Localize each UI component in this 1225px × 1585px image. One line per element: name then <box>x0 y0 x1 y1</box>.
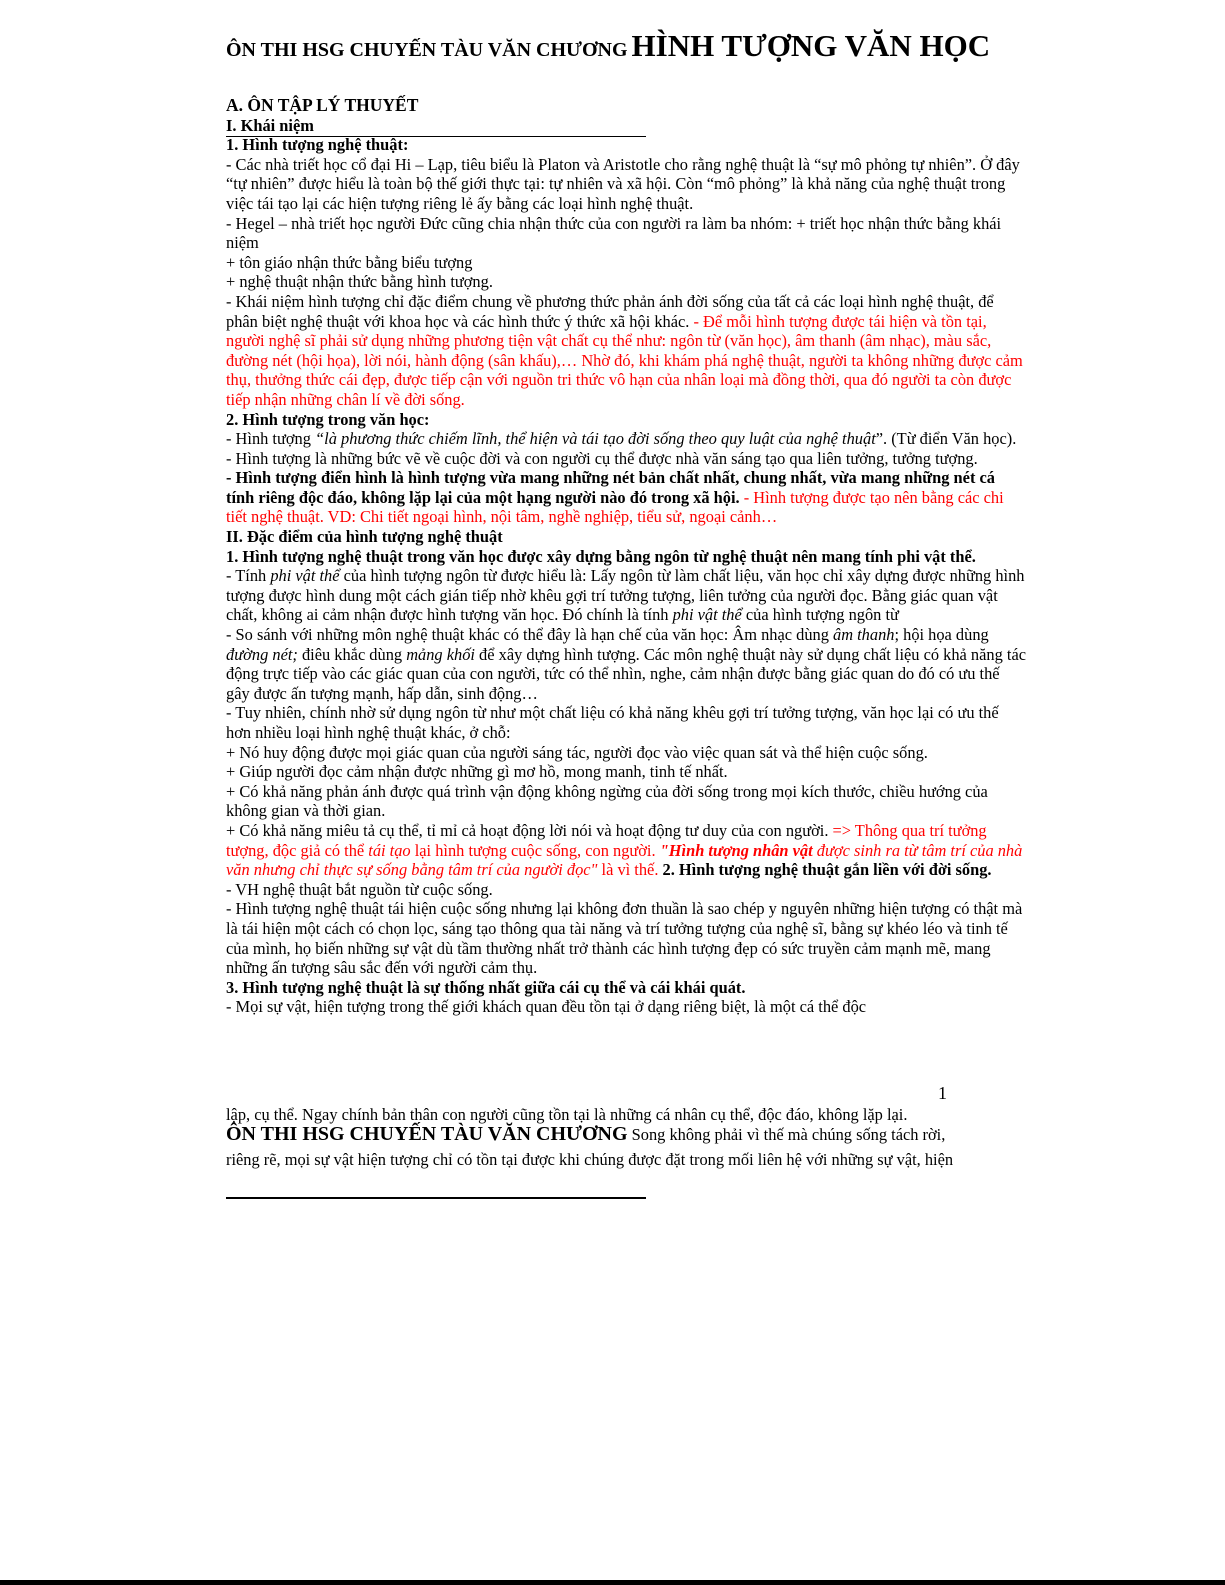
italic-term: mảng khối <box>406 644 475 664</box>
subheading: 2. Hình tượng trong văn học: <box>226 409 430 429</box>
list-item: + Có khả năng phản ánh được quá trình vận động không ngừng của đời sống trong mọi kích thước, chiều hướng của không gian và thời gian. <box>226 781 988 821</box>
text-run: - So sánh với những môn nghệ thuật khác có thể đây là hạn chế của văn học: Âm nhạc dùng <box>226 625 833 645</box>
text-run: điêu khắc dùng <box>297 644 407 664</box>
text-run: ”. (Từ điển Văn học). <box>875 429 1017 449</box>
highlighted-quote: được sinh ra từ tâm trí của nhà văn nhưng chỉ thực sự sống bằng tâm trí của người đọc" <box>226 840 1023 880</box>
italic-term: đường nét; <box>226 644 298 664</box>
italic-term: phi vật thể <box>672 605 742 625</box>
text-run: ; hội họa dùng <box>894 625 989 645</box>
header-prefix: ÔN THI HSG CHUYẾN TÀU VĂN CHƯƠNG <box>226 39 628 61</box>
text-run: của hình tượng ngôn từ <box>741 605 899 625</box>
paragraph <box>226 625 1026 703</box>
page-bottom-border <box>0 1580 1225 1585</box>
list-item: + Nó huy động được mọi giác quan của người sáng tác, người đọc vào việc quan sát và thể hiện cuộc sống. <box>226 742 928 762</box>
footer-header-title: ÔN THI HSG CHUYẾN TÀU VĂN CHƯƠNG <box>226 1122 628 1145</box>
inline-subheading: 2. Hình tượng nghệ thuật gắn liền với đời sống. <box>658 860 992 880</box>
paragraph: - VH nghệ thuật bắt nguồn từ cuộc sống. <box>226 879 493 899</box>
highlighted-text: - Để mỗi hình tượng được tái hiện và tồn tại, người nghệ sĩ phải sử dụng những phương tiện vật chất cụ thể như: ngôn từ (văn học), âm thanh (âm nhạc), màu sắc, đường nét (hội họa), lời nói, hành động (sân khấu),… Nhờ đó, khi khám phá nghệ thuật, người ta không những được cảm thụ, thưởng thức cái đẹp, được tiếp cận với nguồn tri thức vô hạn của nhân loại mà đồng thời, qua đó người ta còn được tiếp nhận những chân lí về đời sống. <box>226 311 1023 409</box>
highlighted-text: - Hình tượng được tạo nên bằng các chi tiết nghệ thuật. VD: Chi tiết ngoại hình, nội tâm, nghề nghiệp, tiểu sử, ngoại cảnh… <box>226 487 1004 527</box>
text-run: - Khái niệm hình tượng chỉ đặc điểm chung về phương thức phản ánh đời sống của tất cả các loại hình nghệ thuật, để phân biệt nghệ thuật với khoa học và các hình thức ý thức xã hội khác. <box>226 291 994 331</box>
footer-line <box>226 1122 1026 1145</box>
text-run: + Có khả năng miêu tả cụ thể, tỉ mỉ cả hoạt động lời nói và hoạt động tư duy của con người. <box>226 820 829 840</box>
section-heading: A. ÔN TẬP LÝ THUYẾT <box>226 95 419 115</box>
page-header-title <box>226 28 990 64</box>
page-number: 1 <box>938 1083 947 1103</box>
italic-term: phi vật thể <box>270 566 340 586</box>
text-run: để xây dựng hình tượng. Các môn nghệ thuật này sử dụng chất liệu có khả năng tác động trực tiếp vào các giác quan của con người, tức có thể nhìn, nghe, cảm nhận được bằng giác quan do đó có ưu thế gây được ấn tượng mạnh, hấp dẫn, sinh động… <box>226 644 1026 703</box>
paragraph <box>226 292 1026 410</box>
page-footer <box>226 1105 1026 1170</box>
paragraph: - Hình tượng nghệ thuật tái hiện cuộc sống nhưng lại không đơn thuần là sao chép y nguyên những hiện tượng có thật mà là tái hiện một cách có chọn lọc, sáng tạo thông qua tài năng và trí tưởng tượng của nghệ sĩ, bằng sự khéo léo và tinh tế của mình, họ biến những sự vật dù tầm thường nhất trở thành các hình tượng đẹp có sức truyền cảm mạnh mẽ, mang những ấn tượng sâu sắc đến với người cảm thụ. <box>226 899 1023 978</box>
subheading: 3. Hình tượng nghệ thuật là sự thống nhất giữa cái cụ thể và cái khái quát. <box>226 977 746 997</box>
subheading: 1. Hình tượng nghệ thuật: <box>226 135 409 155</box>
highlighted-text: lại hình tượng cuộc sống, con người. <box>410 840 660 860</box>
highlighted-quote-bold: "Hình tượng nhân vật <box>659 840 813 860</box>
paragraph <box>226 429 1026 449</box>
part-heading: I. Khái niệm <box>226 115 314 135</box>
text-run: của hình tượng ngôn từ được hiểu là: Lấy ngôn từ làm chất liệu, văn học chỉ xây dựng được những hình tượng được hình dung một cách gián tiếp nhờ khêu gợi trí tưởng tượng, liên tưởng của người đọc. Bằng giác quan vật chất, không ai cảm nhận được hình tượng văn học. Đó chính là tính <box>226 566 1025 625</box>
paragraph: - Hegel – nhà triết học người Đức cũng chia nhận thức của con người ra làm ba nhóm: + triết học nhận thức bằng khái niệm <box>226 213 1002 253</box>
italic-term: âm thanh <box>833 625 895 645</box>
list-item: + tôn giáo nhận thức bằng biểu tượng <box>226 252 473 272</box>
header-main-title: HÌNH TƯỢNG VĂN HỌC <box>631 28 991 63</box>
document-body <box>226 96 1026 1017</box>
text-run: - Tính <box>226 566 271 586</box>
divider-line <box>226 1197 646 1199</box>
footer-line: riêng rẽ, mọi sự vật hiện tượng chỉ có tồn tại được khi chúng được đặt trong mối liên hệ với những sự vật, hiện <box>226 1150 954 1170</box>
highlighted-text: là vì thế. <box>597 860 659 880</box>
highlighted-italic: tái tạo <box>368 840 411 860</box>
paragraph <box>226 468 1026 527</box>
footer-line: lập, cụ thể. Ngay chính bản thân con người cũng tồn tại là những cá nhân cụ thể, độc đáo, không lặp lại. <box>226 1105 908 1124</box>
paragraph: - Hình tượng là những bức vẽ về cuộc đời và con người cụ thể được nhà văn sáng tạo qua liên tưởng, tưởng tượng. <box>226 448 978 468</box>
bold-text: - Hình tượng điển hình là hình tượng vừa mang những nét bản chất nhất, chung nhất, vừa mang những nét cá tính riêng độc đáo, không lặp lại của một hạng người nào đó trong xã hội. <box>226 468 995 507</box>
paragraph <box>226 566 1026 625</box>
list-item: + Giúp người đọc cảm nhận được những gì mơ hồ, mong manh, tinh tế nhất. <box>226 762 728 782</box>
quote-text: “là phương thức chiếm lĩnh, thể hiện và tái tạo đời sống theo quy luật của nghệ thuật <box>315 429 876 449</box>
part-heading: II. Đặc điểm của hình tượng nghệ thuật <box>226 527 503 547</box>
subheading: 1. Hình tượng nghệ thuật trong văn học được xây dựng bằng ngôn từ nghệ thuật nên mang tính phi vật thể. <box>226 546 976 566</box>
list-item: + nghệ thuật nhận thức bằng hình tượng. <box>226 272 493 292</box>
highlighted-text: => Thông qua trí tưởng tượng, độc giả có thể <box>226 820 987 860</box>
text-run: - Hình tượng <box>226 429 316 449</box>
text-run: Song không phải vì thế mà chúng sống tách rời, <box>627 1124 946 1144</box>
paragraph: - Tuy nhiên, chính nhờ sử dụng ngôn từ như một chất liệu có khả năng khêu gợi trí tưởng tượng, văn học lại có ưu thế hơn nhiều loại hình nghệ thuật khác, ở chỗ: <box>226 703 999 742</box>
paragraph: - Mọi sự vật, hiện tượng trong thế giới khách quan đều tồn tại ở dạng riêng biệt, là một cá thể độc <box>226 997 867 1017</box>
paragraph: - Các nhà triết học cổ đại Hi – Lạp, tiêu biểu là Platon và Aristotle cho rằng nghệ thuật là “sự mô phỏng tự nhiên”. Ở đây “tự nhiên” được hiểu là toàn bộ thế giới thực tại: tự nhiên và xã hội. Còn “mô phỏng” là khả năng của nghệ thuật trong việc tái tạo lại các hiện tượng riêng lẻ ấy bằng các loại hình nghệ thuật. <box>226 154 1020 213</box>
list-item <box>226 821 1026 880</box>
